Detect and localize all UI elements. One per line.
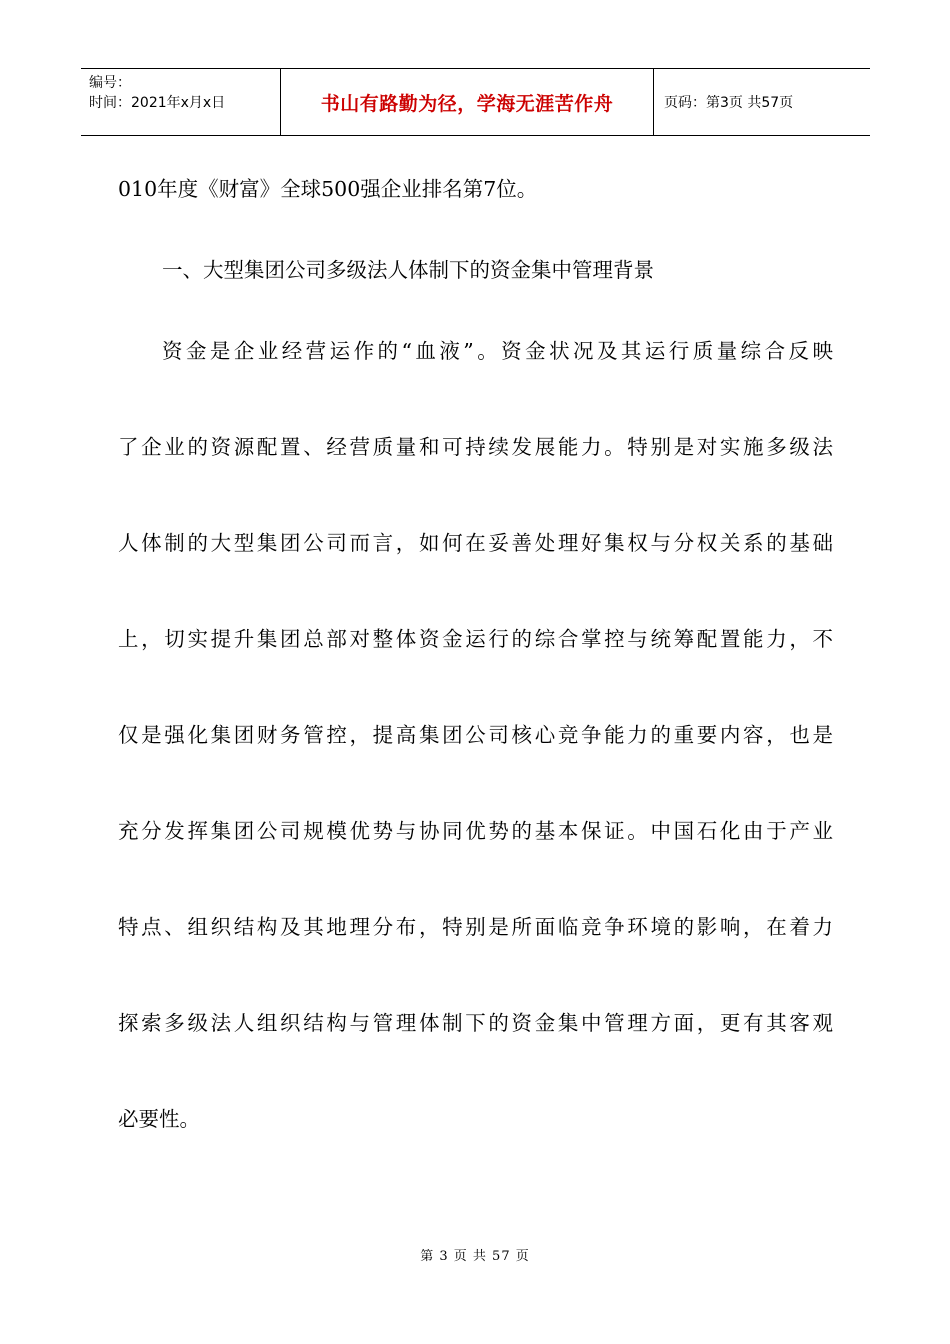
header-motto-cell: [281, 69, 654, 135]
body-line-3: 资金是企业经营运作的“血液”。资金状况及其运行质量综合反映: [162, 339, 833, 363]
body-line-5: 人体制的大型集团公司而言，如何在妥善处理好集权与分权关系的基础: [118, 531, 833, 555]
header-page-cell: [654, 69, 870, 135]
document-date-label: 时间：2021年x月x日: [89, 95, 226, 111]
header-page-code: 页码：第3页 共57页: [664, 95, 794, 111]
body-line-1: 010年度《财富》全球500强企业排名第7位。: [118, 177, 538, 201]
body-line-10: 探索多级法人组织结构与管理体制下的资金集中管理方面，更有其客观: [118, 1011, 833, 1035]
body-line-11: 必要性。: [118, 1107, 200, 1131]
header-motto: 书山有路勤为径，学海无涯苦作舟: [320, 92, 614, 115]
header-meta-cell: [81, 69, 281, 135]
body-line-6: 上，切实提升集团总部对整体资金运行的综合掌控与统筹配置能力，不: [118, 627, 833, 651]
body-line-8: 充分发挥集团公司规模优势与协同优势的基本保证。中国石化由于产业: [118, 819, 833, 843]
page-footer: 第 3 页 共 57 页: [420, 1249, 530, 1264]
body-line-4: 了企业的资源配置、经营质量和可持续发展能力。特别是对实施多级法: [118, 435, 833, 459]
body-line-9: 特点、组织结构及其地理分布，特别是所面临竞争环境的影响，在着力: [118, 915, 833, 939]
document-number-label: 编号：: [89, 75, 131, 91]
body-line-7: 仅是强化集团财务管控，提高集团公司核心竞争能力的重要内容，也是: [118, 723, 833, 747]
page-header: [81, 68, 870, 136]
section-heading: 一、大型集团公司多级法人体制下的资金集中管理背景: [162, 258, 654, 282]
